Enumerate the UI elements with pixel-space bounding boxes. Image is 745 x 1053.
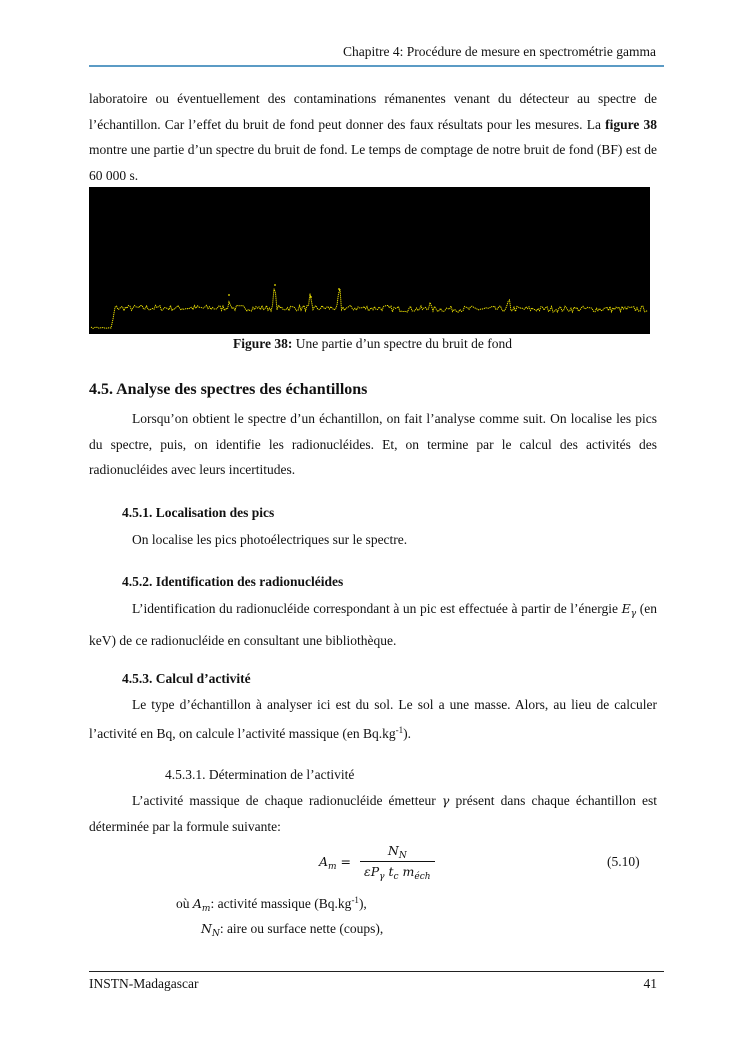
section-4-5-2-text-b: (en keV) de ce radionucléide en consultant une bibliothèque. xyxy=(89,601,657,648)
legend-am-sub: m xyxy=(201,904,211,914)
section-4-5-1-paragraph xyxy=(89,527,657,553)
energy-symbol-letter: E xyxy=(621,601,631,616)
section-4-5-3-1-title: 4.5.3.1. Détermination de l’activité xyxy=(165,767,355,782)
legend-nn-symbol xyxy=(201,921,220,939)
legend-nn-text: : aire ou surface nette (coups), xyxy=(219,921,384,936)
equation-fraction xyxy=(360,843,435,882)
equation-lhs xyxy=(319,854,351,872)
equation-denominator xyxy=(360,862,435,882)
figure-reference: figure 38 xyxy=(605,116,657,132)
section-4-5-3-paragraph xyxy=(89,692,657,746)
den-t: t xyxy=(384,864,394,879)
page-header xyxy=(89,44,664,67)
section-4-5-text: Lorsqu’on obtient le spectre d’un échantillon, on fait l’analyse comme suit. On localise les pics du spectre, puis, on identifie les radionucléides. Et, on termine par le calcul des activités des radionucléides avec leurs incertitudes. xyxy=(89,411,657,477)
equation-number: (5.10) xyxy=(607,854,640,869)
section-4-5-3-text-a: Le type d’échantillon à analyser ici est du sol. Le sol a une masse. Alors, au lieu de calculer l’activité en Bq, on calcule l’activité massique (en Bq.kg xyxy=(89,697,657,741)
equation-5-10 xyxy=(0,843,745,883)
caption-label: Figure 38: xyxy=(232,336,293,351)
section-4-5-3-1-paragraph xyxy=(89,788,657,839)
footer-institution: INSTN-Madagascar xyxy=(89,976,199,991)
spectrum-peak-point xyxy=(274,284,276,286)
chapter-title: Chapitre 4: Procédure de mesure en spectrométrie gamma xyxy=(342,44,656,59)
section-4-5-paragraph xyxy=(89,406,657,483)
lhs-subscript: m xyxy=(328,862,337,872)
den-epsilon-p: εP xyxy=(364,864,380,879)
legend-am-text: : activité massique (Bq.kg xyxy=(210,896,352,911)
legend-nn-sub: N xyxy=(211,929,220,939)
section-4-5-2-text-a: L’identification du radionucléide correspondant à un pic est effectuée à partir de l’énergie xyxy=(132,601,622,616)
lhs-letter: A xyxy=(319,854,329,869)
intro-paragraph xyxy=(89,86,657,188)
equation-numerator xyxy=(360,843,435,862)
page-number: 41 xyxy=(643,976,657,991)
den-gamma-sub: γ xyxy=(379,872,385,882)
section-4-5-2-paragraph xyxy=(89,596,657,653)
legend-ou: où xyxy=(176,896,193,911)
den-c-sub: c xyxy=(393,872,399,882)
legend-am-end: ), xyxy=(358,896,367,911)
section-4-5-3-superscript: -1 xyxy=(395,724,404,735)
energy-symbol xyxy=(621,601,637,619)
section-4-5-3-1-text-b: présent dans chaque échantillon est déterminée par la formule suivante: xyxy=(89,793,657,834)
caption-text: Une partie d’un spectre du bruit de fond xyxy=(292,336,513,351)
intro-text-b: montre une partie d’un spectre du bruit de fond. Le temps de comptage de notre bruit de fond (BF) est de 60 000 s. xyxy=(89,142,657,183)
numerator-letter: N xyxy=(387,843,399,858)
gamma-symbol: γ xyxy=(441,793,450,808)
legend-am-symbol xyxy=(192,896,211,914)
section-4-5-2-title: 4.5.2. Identification des radionucléides xyxy=(122,574,344,589)
legend-line-am xyxy=(176,895,367,914)
numerator-subscript: N xyxy=(398,851,407,861)
section-4-5-3-1-text-a: L’activité massique de chaque radionucléide émetteur xyxy=(132,793,442,808)
den-ech-sub: éch xyxy=(414,872,431,882)
section-4-5-1-title: 4.5.1. Localisation des pics xyxy=(122,505,275,520)
page-footer xyxy=(89,976,657,992)
figure-caption xyxy=(0,336,745,352)
spectrum-peak-point xyxy=(338,288,340,290)
legend-line-nn xyxy=(201,921,383,939)
legend-nn-letter: N xyxy=(201,921,212,936)
intro-text-a: laboratoire ou éventuellement des contaminations rémanentes venant du détecteur au spectre de l’échantillon. Car l’effet du bruit de fond peut donner des faux résultats pour les mesures. La xyxy=(89,91,657,132)
spectrum-peak-point xyxy=(228,294,230,296)
footer-divider xyxy=(89,971,664,972)
legend-am-sup: -1 xyxy=(351,895,359,905)
legend-am-letter: A xyxy=(192,896,202,911)
section-4-5-1-text: On localise les pics photoélectriques sur le spectre. xyxy=(132,532,408,547)
spectrum-peak-point xyxy=(310,296,312,298)
section-4-5-3-title: 4.5.3. Calcul d’activité xyxy=(122,671,251,686)
section-4-5-title: 4.5. Analyse des spectres des échantillons xyxy=(89,381,368,398)
spectrum-trace xyxy=(91,289,648,329)
section-4-5-3-text-b: ). xyxy=(403,725,412,741)
den-m: m xyxy=(398,864,415,879)
spectrum-plot xyxy=(89,187,650,334)
equals-sign: = xyxy=(336,854,352,869)
spectrum-figure xyxy=(89,187,650,334)
energy-symbol-subscript: γ xyxy=(630,609,637,619)
